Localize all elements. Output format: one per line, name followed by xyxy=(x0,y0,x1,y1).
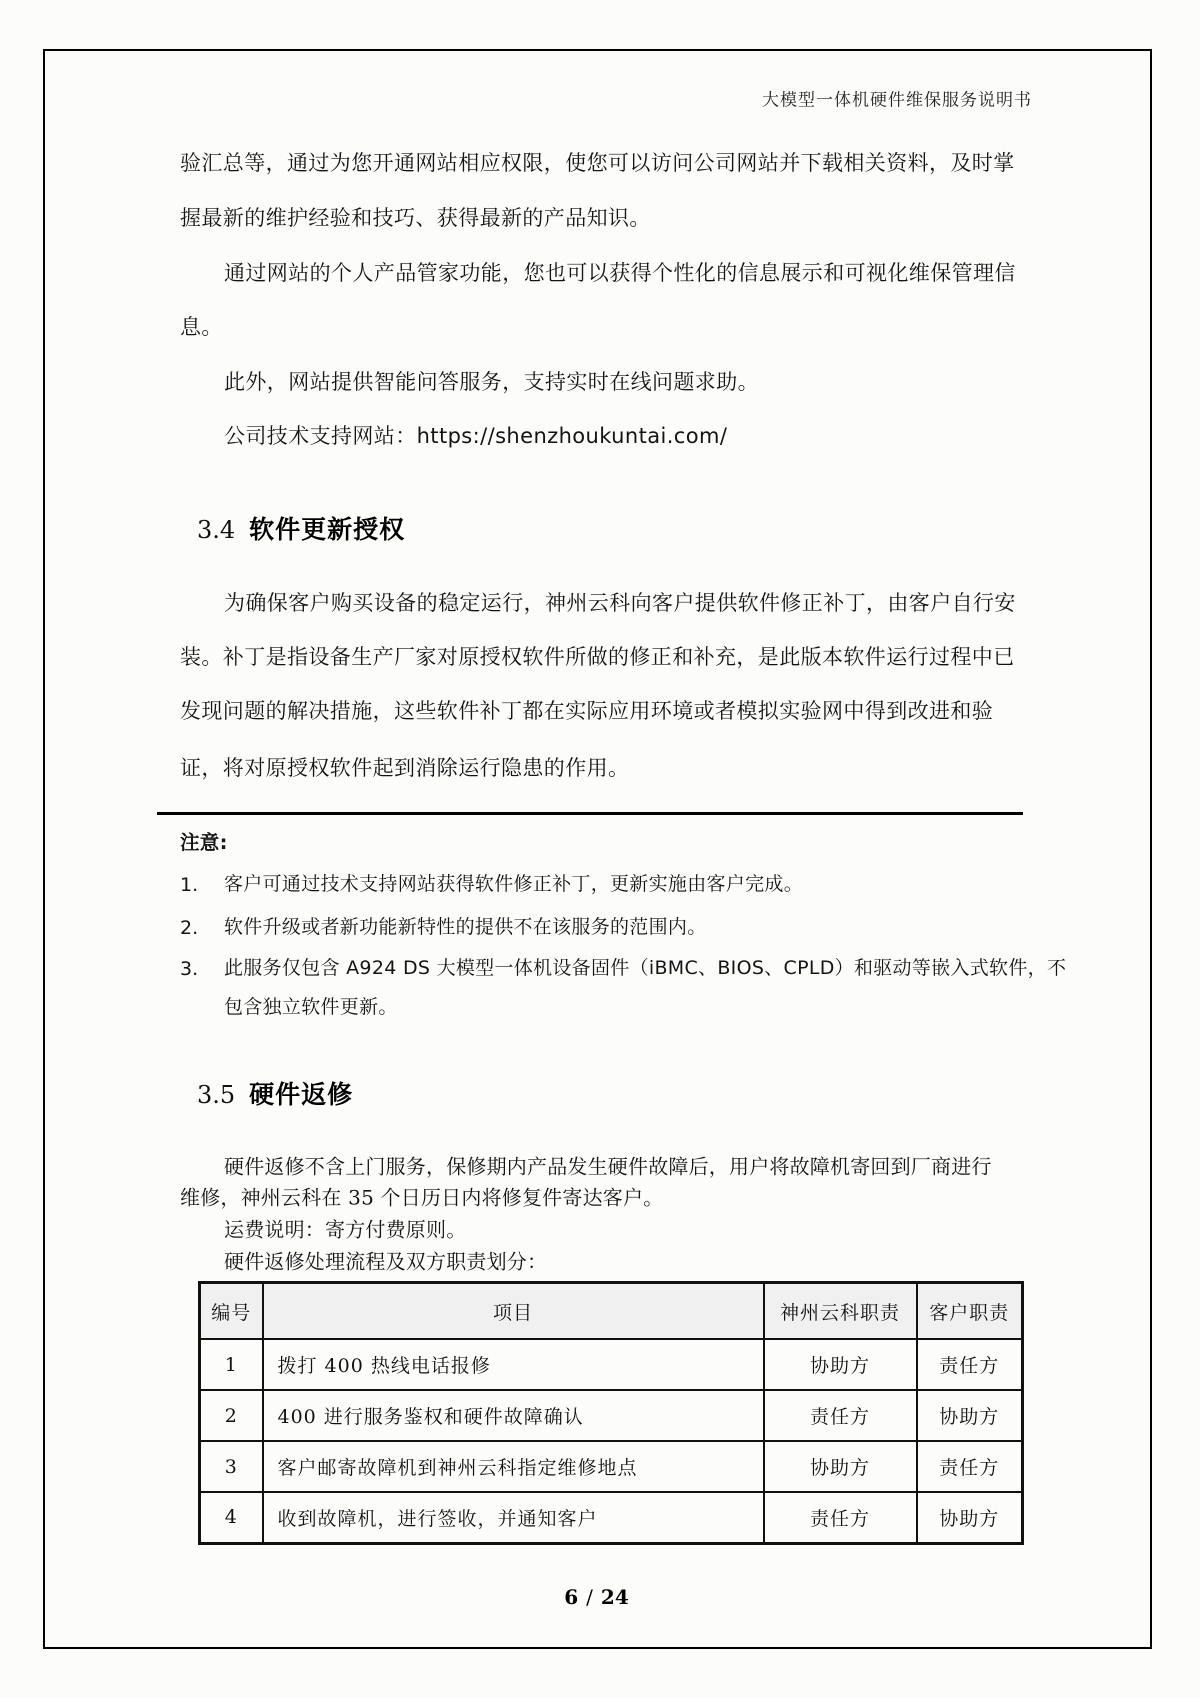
note-item-number: 3. xyxy=(180,958,199,980)
cell-number: 4 xyxy=(200,1492,263,1543)
cell-vendor-duty: 协助方 xyxy=(764,1339,917,1390)
body-line: 维修，神州云科在 35 个日历日内将修复件寄达客户。 xyxy=(180,1185,664,1210)
cell-item: 客户邮寄故障机到神州云科指定维修地点 xyxy=(263,1441,764,1492)
body-line: 证，将对原授权软件起到消除运行隐患的作用。 xyxy=(180,755,630,780)
section-title: 软件更新授权 xyxy=(249,515,406,544)
current-page-number: 6 xyxy=(564,1585,579,1609)
cell-item: 400 进行服务鉴权和硬件故障确认 xyxy=(263,1390,764,1441)
body-line: 此外，网站提供智能问答服务，支持实时在线问题求助。 xyxy=(224,369,759,394)
cell-customer-duty: 协助方 xyxy=(917,1390,1023,1441)
col-header-vendor-duty: 神州云科职责 xyxy=(764,1283,917,1340)
section-heading-3-4 xyxy=(197,510,405,546)
cell-item: 拨打 400 热线电话报修 xyxy=(263,1339,764,1390)
body-line: 硬件返修不含上门服务，保修期内产品发生硬件故障后，用户将故障机寄回到厂商进行 xyxy=(224,1154,992,1179)
col-header-number: 编号 xyxy=(200,1283,263,1340)
section-number: 3.4 xyxy=(197,516,236,544)
col-header-customer-duty: 客户职责 xyxy=(917,1283,1023,1340)
page-number-separator: / xyxy=(586,1585,593,1609)
cell-customer-duty: 责任方 xyxy=(917,1339,1023,1390)
table-row xyxy=(200,1492,1023,1543)
body-line: 息。 xyxy=(180,314,223,339)
section-title: 硬件返修 xyxy=(249,1080,354,1109)
table-row xyxy=(200,1339,1023,1390)
table-header-row xyxy=(200,1283,1023,1340)
cell-number: 3 xyxy=(200,1441,263,1492)
note-item-number: 2. xyxy=(180,917,199,939)
body-line: 通过网站的个人产品管家功能，您也可以获得个性化的信息展示和可视化维保管理信 xyxy=(224,260,1016,285)
cell-item: 收到故障机，进行签收，并通知客户 xyxy=(263,1492,764,1543)
responsibility-table xyxy=(198,1281,1024,1545)
table-row xyxy=(200,1390,1023,1441)
note-item-text-wrap: 包含独立软件更新。 xyxy=(224,996,398,1019)
body-line: 验汇总等，通过为您开通网站相应权限，使您可以访问公司网站并下载相关资料，及时掌 xyxy=(180,150,1015,175)
total-page-count: 24 xyxy=(600,1585,629,1609)
cell-vendor-duty: 责任方 xyxy=(764,1492,917,1543)
note-item-text: 此服务仅包含 A924 DS 大模型一体机设备固件（iBMC、BIOS、CPLD）和驱动等嵌入式软件，不 xyxy=(224,957,1067,980)
cell-number: 2 xyxy=(200,1390,263,1441)
body-line: 硬件返修处理流程及双方职责划分： xyxy=(224,1249,548,1274)
cell-customer-duty: 责任方 xyxy=(917,1441,1023,1492)
cell-vendor-duty: 协助方 xyxy=(764,1441,917,1492)
section-heading-3-5 xyxy=(197,1075,353,1111)
note-item-number: 1. xyxy=(180,874,199,896)
note-label: 注意: xyxy=(180,830,228,854)
cell-number: 1 xyxy=(200,1339,263,1390)
body-line: 握最新的维护经验和技巧、获得最新的产品知识。 xyxy=(180,205,651,230)
running-header-title: 大模型一体机硬件维保服务说明书 xyxy=(762,90,1032,111)
note-divider-rule xyxy=(157,812,1023,815)
section-number: 3.5 xyxy=(197,1081,236,1109)
support-website-line: 公司技术支持网站：https://shenzhoukuntai.com/ xyxy=(224,423,728,448)
body-line: 装。补丁是指设备生产厂家对原授权软件所做的修正和补充，是此版本软件运行过程中已 xyxy=(180,644,1015,669)
body-line: 运费说明：寄方付费原则。 xyxy=(224,1217,467,1242)
note-item-text: 软件升级或者新功能新特性的提供不在该服务的范围内。 xyxy=(224,916,707,939)
table-row xyxy=(200,1441,1023,1492)
body-line: 发现问题的解决措施，这些软件补丁都在实际应用环境或者模拟实验网中得到改进和验 xyxy=(180,698,994,723)
col-header-item: 项目 xyxy=(263,1283,764,1340)
page-number-footer xyxy=(43,1585,1150,1609)
cell-customer-duty: 协助方 xyxy=(917,1492,1023,1543)
note-item-text: 客户可通过技术支持网站获得软件修正补丁，更新实施由客户完成。 xyxy=(224,873,804,896)
cell-vendor-duty: 责任方 xyxy=(764,1390,917,1441)
body-line: 为确保客户购买设备的稳定运行，神州云科向客户提供软件修正补丁，由客户自行安 xyxy=(224,590,1016,615)
